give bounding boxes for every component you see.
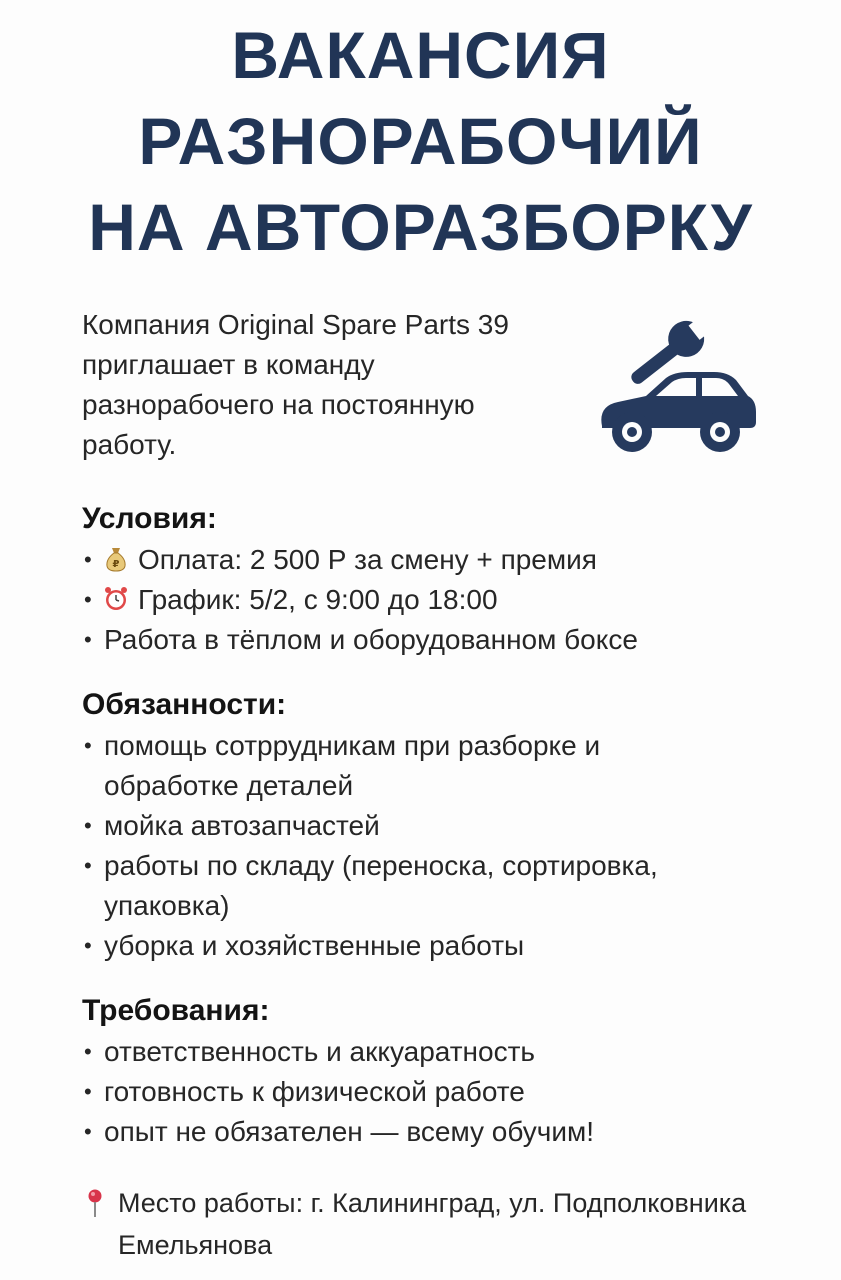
money-bag-icon xyxy=(104,545,128,573)
conditions-heading: Условия: xyxy=(82,502,217,535)
location-text: Место работы: г. Калининград, ул. Подполковника Емельянова xyxy=(118,1188,747,1260)
vacancy-title xyxy=(0,12,841,270)
intro-line-3: разнорабочего на постоянную xyxy=(82,389,475,420)
condition-text: График: 5/2, с 9:00 до 18:00 xyxy=(138,584,498,615)
list-item: • мойка автозапчастей xyxy=(82,806,782,846)
car-with-wrench-icon xyxy=(592,308,758,456)
conditions-section xyxy=(82,498,782,660)
condition-text: Оплата: 2 500 Р за смену + премия xyxy=(138,544,597,575)
list-item: • опыт не обязателен — всему обучим! xyxy=(82,1112,782,1152)
svg-text:₽: • ₽ xyxy=(112,559,120,570)
list-item xyxy=(82,540,782,580)
list-item xyxy=(82,620,782,660)
list-item: • ответственность и аккуаратность xyxy=(82,1032,782,1072)
work-location xyxy=(82,1182,802,1266)
intro-line-4: работу. xyxy=(82,429,177,460)
intro-line-1: Компания Original Spare Parts 39 xyxy=(82,309,509,340)
list-item: • помощь сотррудникам при разборке и обработке деталей xyxy=(82,726,704,806)
intro-line-2: приглашает в команду xyxy=(82,349,375,380)
list-item: • уборка и хозяйственные работы xyxy=(82,926,782,966)
pushpin-icon xyxy=(84,1188,106,1218)
intro-paragraph xyxy=(82,305,582,465)
alarm-clock-icon xyxy=(104,585,128,613)
duties-section xyxy=(82,684,782,966)
requirements-heading: Требования: xyxy=(82,994,270,1027)
list-item: • готовность к физической работе xyxy=(82,1072,782,1112)
title-line-2: РАЗНОРАБОЧИЙ xyxy=(138,104,703,178)
duties-heading: Обязанности: xyxy=(82,688,287,721)
requirements-section xyxy=(82,990,782,1152)
condition-text: Работа в тёплом и оборудованном боксе xyxy=(104,624,638,655)
list-item: • работы по складу (переноска, сортировка, упаковка) xyxy=(82,846,764,926)
title-line-3: НА АВТОРАЗБОРКУ xyxy=(88,190,753,264)
list-item xyxy=(82,580,782,620)
title-line-1: ВАКАНСИЯ xyxy=(231,18,610,92)
